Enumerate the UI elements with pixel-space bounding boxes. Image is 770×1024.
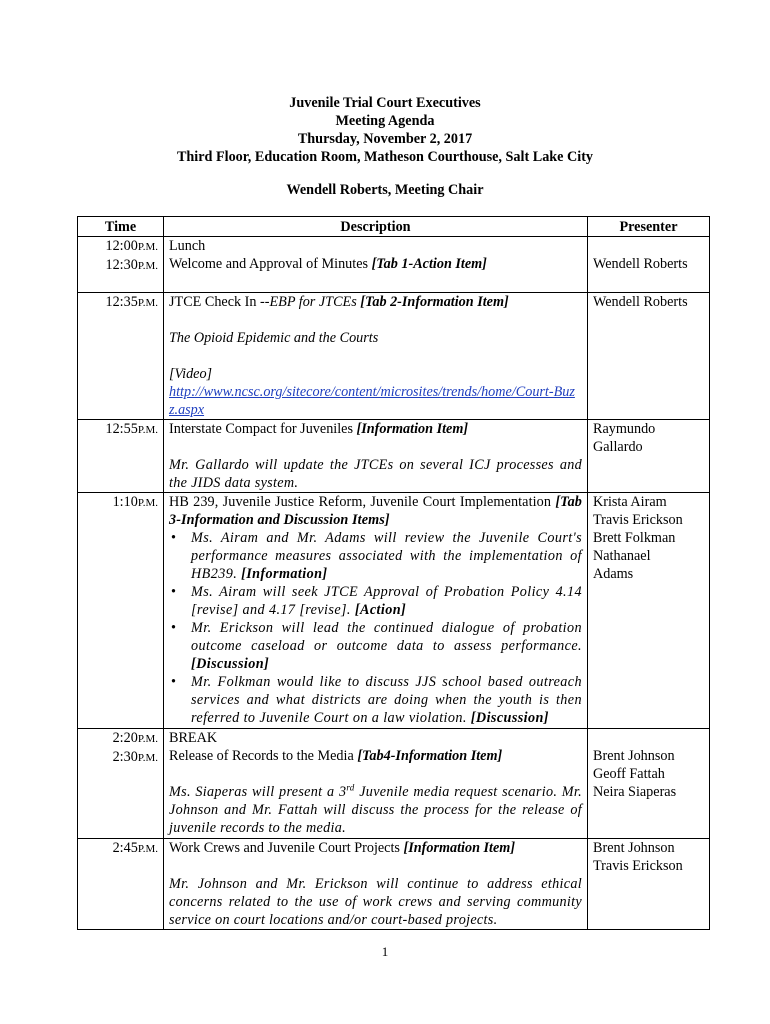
presenter-cell (588, 420, 710, 493)
agenda-title: Juvenile Trial Court Executives (289, 95, 481, 111)
item-tag: [Information Item] (356, 421, 469, 437)
meeting-location: Third Floor, Education Room, Matheson Courthouse, Salt Lake City (176, 149, 594, 165)
item-tag: [Tab 1-Action Item] (371, 256, 487, 272)
item-tag: [Tab 2-Information Item] (356, 294, 509, 310)
description-cell (164, 420, 588, 493)
page-number: 1 (381, 944, 389, 959)
time-text: 12:35P.M. (105, 294, 158, 310)
table-row (78, 729, 710, 839)
presenter-cell (588, 237, 710, 293)
item-note: The Opioid Epidemic and the Courts (169, 330, 379, 346)
presenter-name: Brent Johnson (593, 748, 675, 764)
presenter-name: Travis Erickson (593, 858, 683, 874)
presenter-name: Neira Siaperas (593, 784, 677, 800)
list-item: • Ms. Airam will seek JTCE Approval of Probation Policy 4.14 [revise] and 4.17 [revise]. [Action] (171, 584, 582, 618)
description-cell (164, 729, 588, 839)
presenter-cell (588, 729, 710, 839)
table-row (78, 237, 710, 293)
presenter-name: Geoff Fattah (593, 766, 665, 782)
table-row (78, 493, 710, 729)
item-title: Interstate Compact for Juveniles [Information Item] (169, 421, 469, 437)
discussion-list (169, 529, 582, 727)
time-cell (78, 293, 164, 420)
presenter-cell (588, 839, 710, 930)
time-cell (78, 839, 164, 930)
item-title: BREAK (169, 730, 218, 746)
time-column-header: Time (78, 217, 164, 237)
item-note: Mr. Gallardo will update the JTCEs on several ICJ processes and the JIDS data system. (169, 457, 582, 491)
presenter-name: Wendell Roberts (593, 256, 688, 272)
item-title: HB 239, Juvenile Justice Reform, Juvenile Court Implementation [Tab 3-Information and Discussion Items] (169, 494, 582, 528)
meeting-date: Thursday, November 2, 2017 (297, 131, 473, 147)
agenda-subtitle: Meeting Agenda (335, 113, 435, 129)
item-title: Lunch (169, 238, 206, 254)
presenter-cell (588, 493, 710, 729)
table-header-row (78, 217, 710, 237)
item-note: Mr. Johnson and Mr. Erickson will continue to address ethical concerns related to the use of work crews and serving community service on court locations and/or court-based projects. (169, 876, 582, 928)
description-cell (164, 293, 588, 420)
description-column-header: Description (164, 217, 588, 237)
item-tag: [Tab4-Information Item] (357, 748, 503, 764)
time-text: 12:00P.M. (105, 238, 158, 254)
presenter-name: Brent Johnson (593, 840, 675, 856)
presenter-name: Brett Folkman (593, 530, 676, 546)
description-cell (164, 839, 588, 930)
time-text: 2:20P.M. (112, 730, 158, 746)
time-text: 12:30P.M. (105, 257, 158, 273)
time-cell (78, 729, 164, 839)
time-text: 12:55P.M. (105, 421, 158, 437)
item-title: Release of Records to the Media [Tab4-Information Item] (169, 748, 503, 764)
description-cell (164, 237, 588, 293)
presenter-name: Nathanael (593, 548, 651, 564)
presenter-name: Raymundo (593, 421, 656, 437)
item-tag: [Information Item] (403, 840, 516, 856)
table-row (78, 293, 710, 420)
meeting-chair: Wendell Roberts, Meeting Chair (286, 182, 484, 198)
time-cell (78, 493, 164, 729)
presenter-column-header: Presenter (588, 217, 710, 237)
time-cell (78, 420, 164, 493)
list-item: • Mr. Erickson will lead the continued dialogue of probation outcome caseload or outcome data to assess performance. [Discussion] (171, 620, 582, 672)
time-text: 1:10P.M. (112, 494, 158, 510)
item-title: Work Crews and Juvenile Court Projects [Information Item] (169, 840, 516, 856)
presenter-name: Gallardo (593, 439, 643, 455)
video-label: [Video] (169, 366, 213, 382)
item-tag: [Tab 3-Information and Discussion Items] (169, 494, 582, 528)
list-item: • Ms. Airam and Mr. Adams will review the Juvenile Court's performance measures associated with the implementation of HB239. [Information] (171, 530, 582, 582)
presenter-name: Adams (593, 566, 634, 582)
agenda-table (77, 216, 710, 930)
table-row (78, 839, 710, 930)
time-text: 2:30P.M. (112, 749, 158, 765)
list-item: • Mr. Folkman would like to discuss JJS school based outreach services and what districts are doing when the youth is then referred to Juvenile Court on a law violation. [Discussion] (171, 674, 582, 726)
video-link[interactable]: http://www.ncsc.org/sitecore/content/microsites/trends/home/Court-Buzz.aspx (169, 384, 575, 418)
presenter-name: Krista Airam (593, 494, 667, 510)
presenter-name: Travis Erickson (593, 512, 683, 528)
description-cell (164, 493, 588, 729)
presenter-cell (588, 293, 710, 420)
item-title: JTCE Check In --EBP for JTCEs [Tab 2-Information Item] (169, 294, 509, 310)
time-text: 2:45P.M. (112, 840, 158, 856)
time-cell (78, 237, 164, 293)
presenter-name: Wendell Roberts (593, 294, 688, 310)
item-title: Welcome and Approval of Minutes [Tab 1-Action Item] (169, 256, 487, 272)
item-note: Ms. Siaperas will present a 3rd Juvenile media request scenario. Mr. Johnson and Mr. Fattah will discuss the process for the release of juvenile records to the media. (169, 782, 582, 836)
table-row (78, 420, 710, 493)
